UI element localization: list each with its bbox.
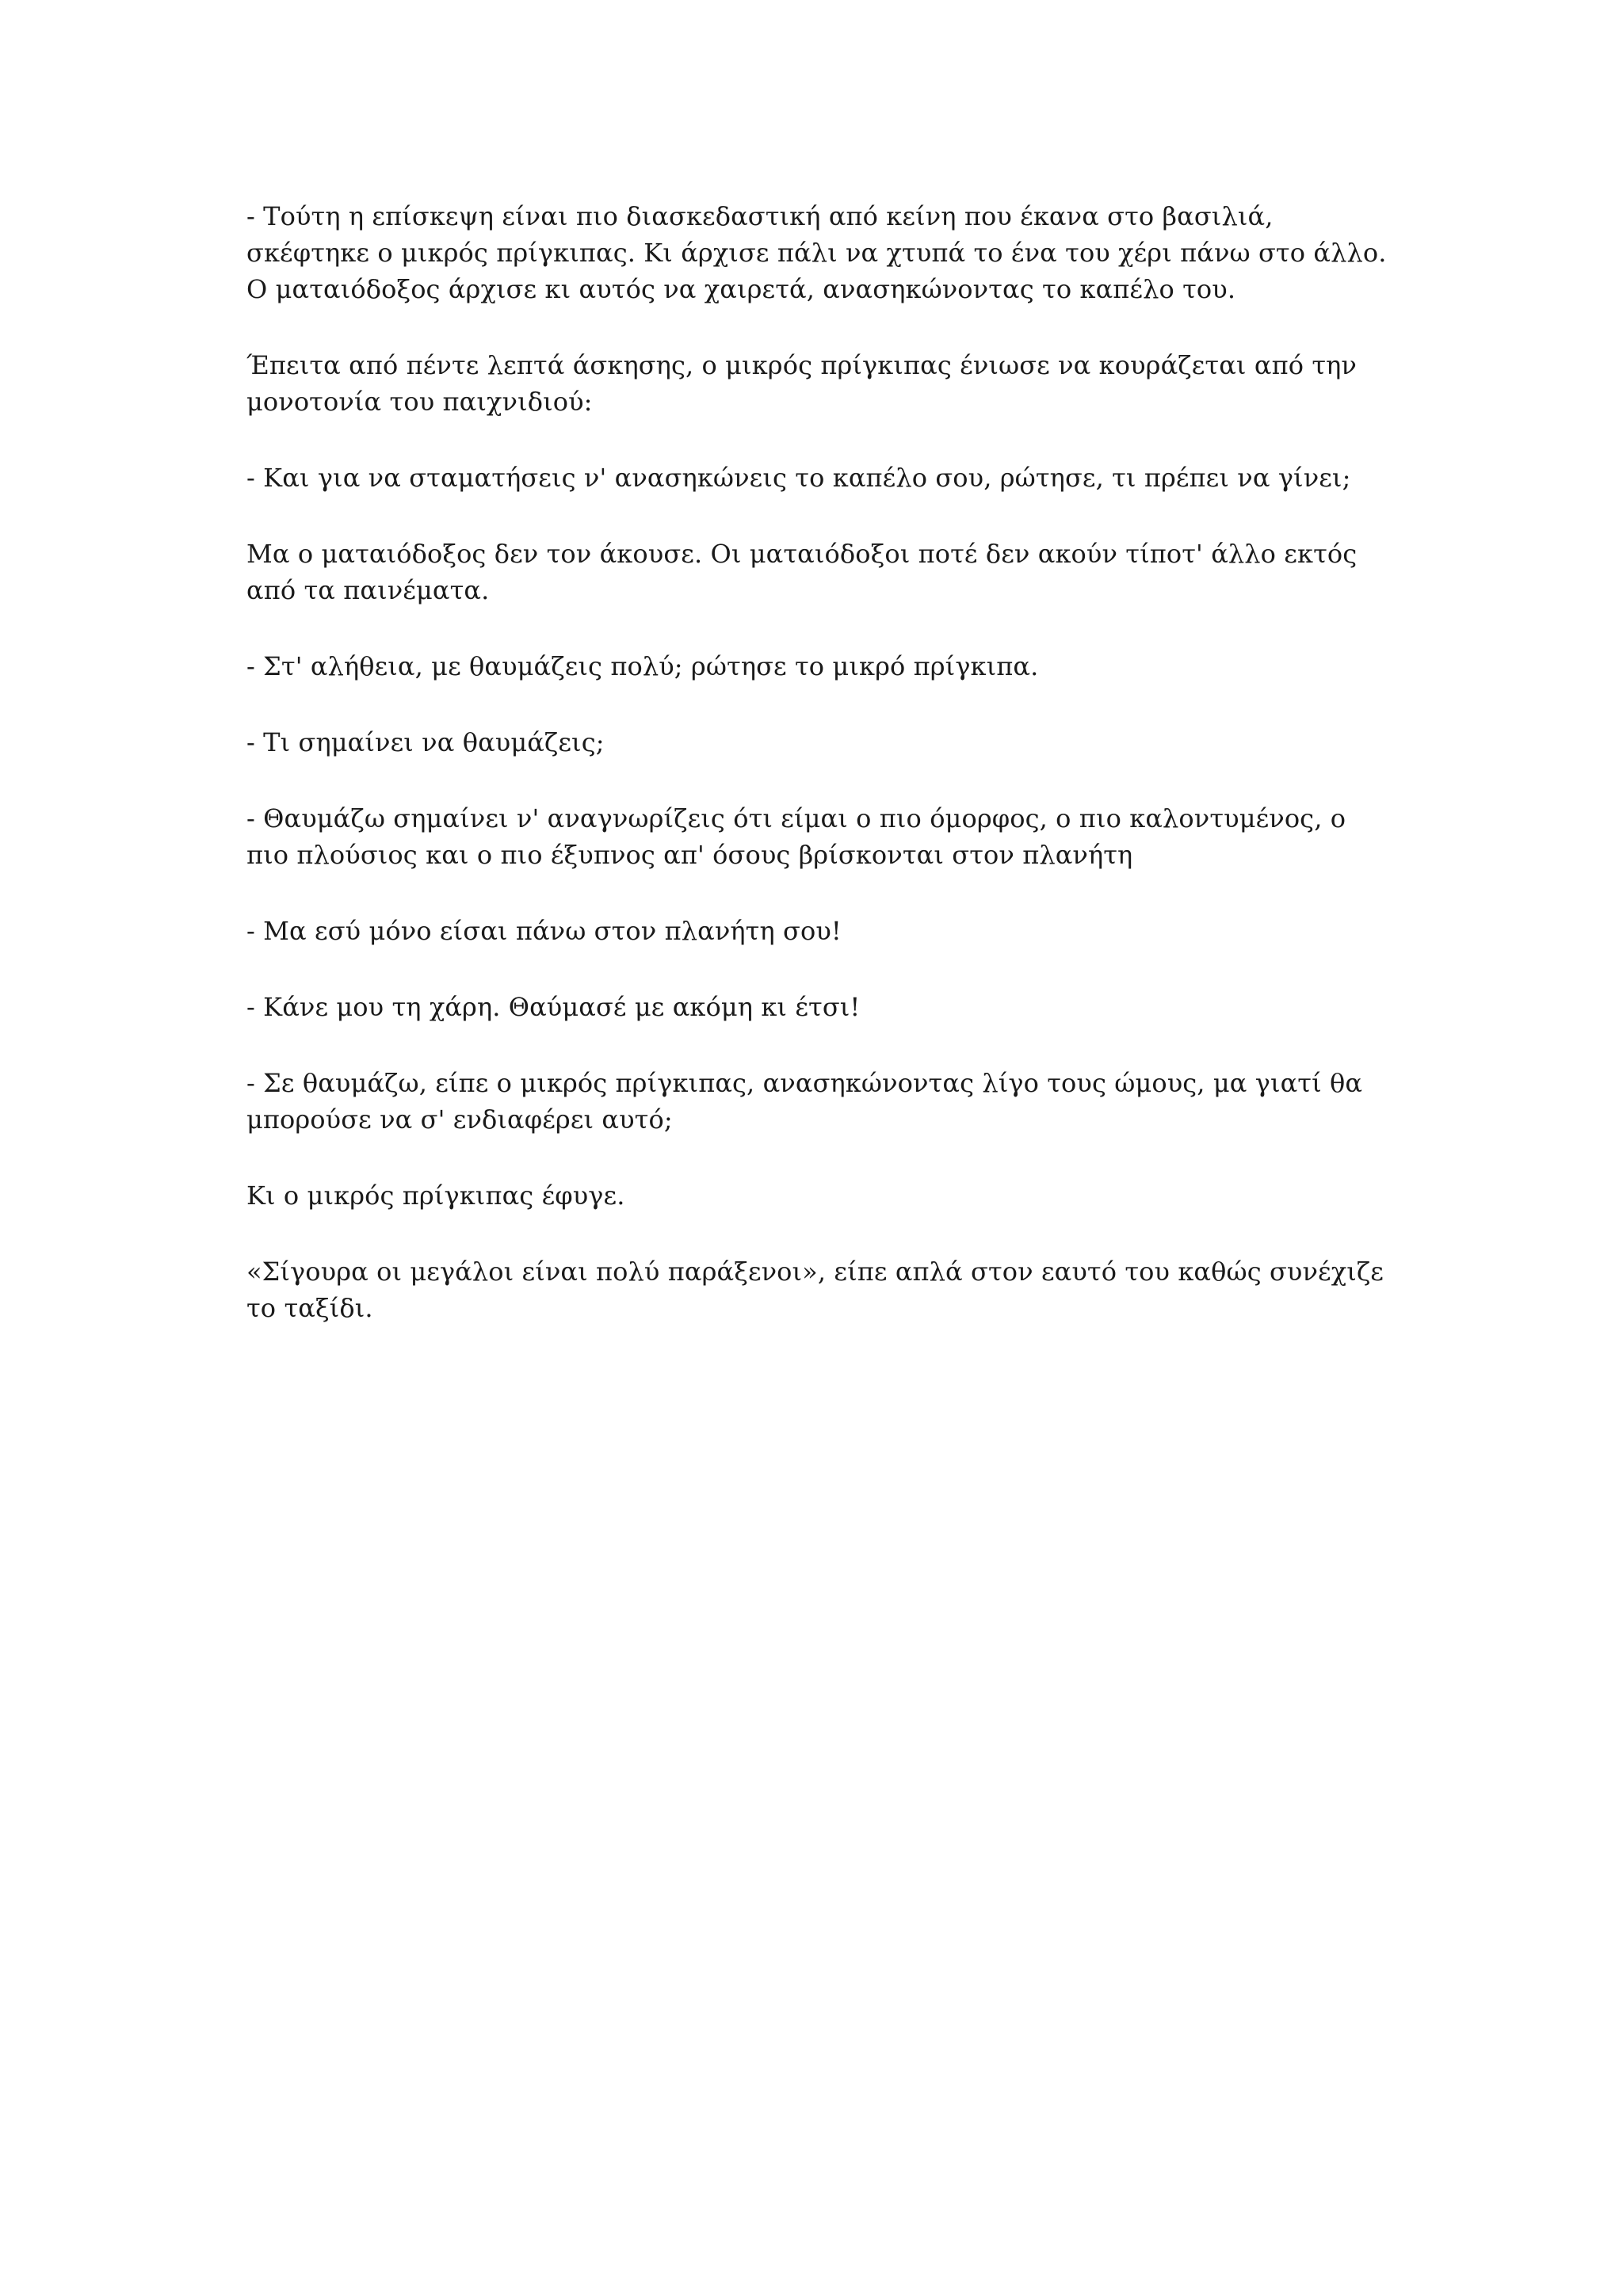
paragraph: - Στ' αλήθεια, με θαυμάζεις πολύ; ρώτησε το μικρό πρίγκιπα. [246, 651, 1039, 681]
text-body [246, 198, 1396, 1366]
paragraph: - Σε θαυμάζω, είπε ο μικρός πρίγκιπας, ανασηκώνοντας λίγο τους ώμους, μα γιατί θα μπορούσε να σ' ενδιαφέρει αυτό; [246, 1068, 1363, 1135]
paragraph: - Τι σημαίνει να θαυμάζεις; [246, 727, 605, 757]
paragraph: - Τούτη η επίσκεψη είναι πιο διασκεδαστική από κείνη που έκανα στο βασιλιά, σκέφτηκε ο μικρός πρίγκιπας. Κι άρχισε πάλι να χτυπά το ένα του χέρι πάνω στο άλλο. Ο ματαιόδοξος άρχισε κι αυτός να χαιρετά, ανασηκώνοντας το καπέλο του. [246, 201, 1387, 304]
paragraph: Έπειτα από πέντε λεπτά άσκησης, ο μικρός πρίγκιπας ένιωσε να κουράζεται από την μονοτονία του παιχνιδιού: [246, 350, 1357, 417]
paragraph: Κι ο μικρός πρίγκιπας έφυγε. [246, 1180, 625, 1211]
paragraph: Μα ο ματαιόδοξος δεν τον άκουσε. Οι ματαιόδοξοι ποτέ δεν ακούν τίποτ' άλλο εκτός από τα παινέματα. [246, 539, 1358, 605]
paragraph: - Μα εσύ μόνο είσαι πάνω στον πλανήτη σου! [246, 916, 842, 946]
paragraph: «Σίγουρα οι μεγάλοι είναι πολύ παράξενοι», είπε απλά στον εαυτό του καθώς συνέχιζε το ταξίδι. [246, 1257, 1384, 1323]
paragraph: - Κάνε μου τη χάρη. Θαύμασέ με ακόμη κι έτσι! [246, 992, 861, 1022]
paragraph: - Θαυμάζω σημαίνει ν' αναγνωρίζεις ότι είμαι ο πιο όμορφος, ο πιο καλοντυμένος, ο πιο πλούσιος και ο πιο έξυπνος απ' όσους βρίσκονται στον πλανήτη [246, 803, 1346, 870]
paragraph: - Και για να σταματήσεις ν' ανασηκώνεις το καπέλο σου, ρώτησε, τι πρέπει να γίνει; [246, 463, 1351, 493]
